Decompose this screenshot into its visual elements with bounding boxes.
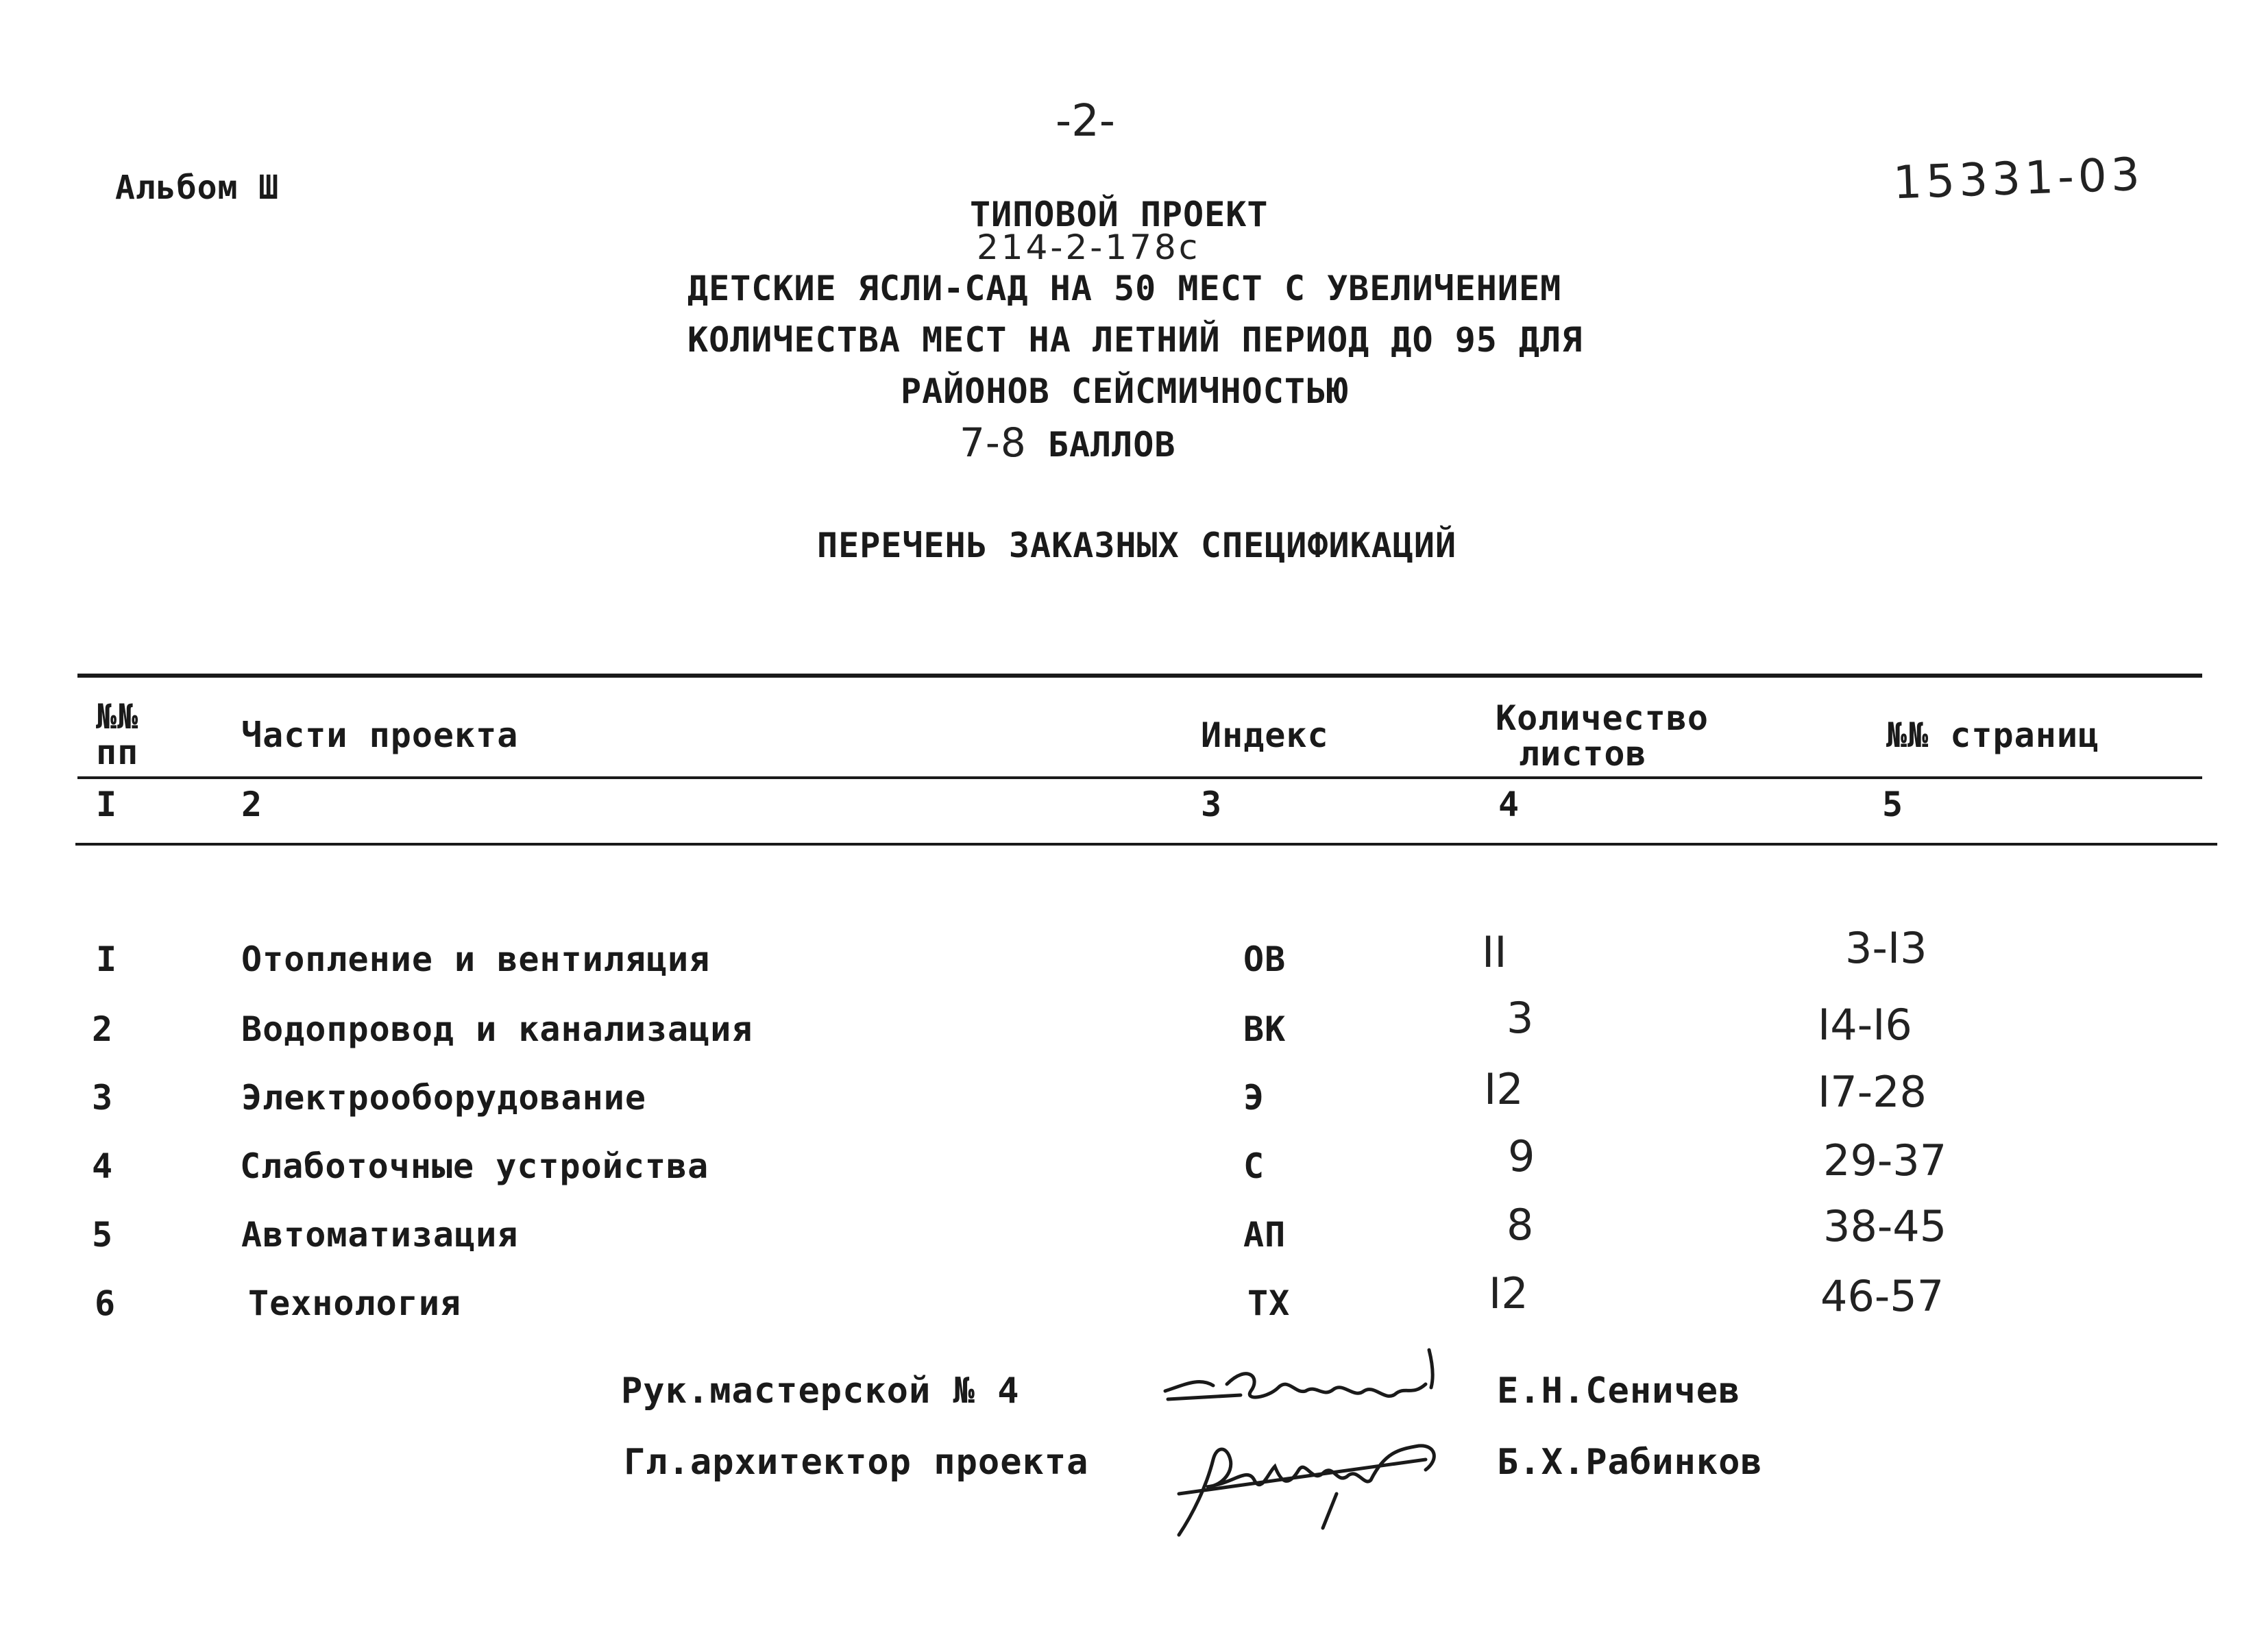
row-part: Отопление и вентиляция (241, 939, 711, 979)
row-index: С (1243, 1146, 1265, 1186)
handwritten-signature-2 (1165, 1418, 1453, 1542)
document-code: 15331-03 (1892, 147, 2145, 210)
title-project-number: 214-2-178с (977, 227, 1201, 267)
row-pages: 3-I3 (1845, 923, 1927, 973)
row-pages: 46-57 (1820, 1271, 1944, 1321)
signature-role: Рук.мастерской № 4 (621, 1370, 1020, 1412)
signature-role: Гл.архитектор проекта (624, 1442, 1089, 1483)
row-number: I (96, 939, 118, 979)
column-number: 5 (1882, 785, 1904, 824)
title-project: ТИПОВОЙ ПРОЕКТ (970, 195, 1269, 234)
signature-name: Е.Н.Сеничев (1497, 1370, 1741, 1412)
row-index: ТХ (1247, 1283, 1291, 1323)
title-line-2: КОЛИЧЕСТВА МЕСТ НА ЛЕТНИЙ ПЕРИОД ДО 95 ДЛЯ (687, 320, 1583, 360)
row-sheets: 9 (1508, 1131, 1535, 1181)
seismicity-range: 7-8 (960, 419, 1027, 466)
row-index: АП (1243, 1215, 1287, 1255)
row-sheets: II (1482, 927, 1507, 977)
title-line-1: ДЕТСКИЕ ЯСЛИ-САД НА 50 МЕСТ С УВЕЛИЧЕНИЕМ (687, 269, 1562, 308)
row-number: 2 (92, 1009, 114, 1049)
row-pages: 38-45 (1823, 1201, 1947, 1251)
row-part: Автоматизация (241, 1215, 519, 1255)
table-header-rule (77, 776, 2202, 779)
row-number: 4 (92, 1146, 114, 1186)
title-line-4 (960, 419, 1175, 466)
row-number: 3 (92, 1078, 114, 1118)
header-sheets: Количество листов (1496, 698, 1709, 774)
page-number: -2- (1056, 96, 1115, 147)
column-number: 3 (1201, 785, 1223, 824)
row-number: 6 (95, 1283, 117, 1323)
column-number: 2 (241, 785, 263, 824)
row-pages: I7-28 (1818, 1067, 1927, 1117)
column-number: I (96, 785, 118, 824)
row-sheets: I2 (1489, 1268, 1528, 1318)
row-sheets: 8 (1507, 1200, 1534, 1250)
header-index: Индекс (1201, 715, 1329, 755)
column-number: 4 (1498, 785, 1520, 824)
header-pages: №№ страниц (1886, 715, 2100, 755)
row-index: Э (1243, 1078, 1265, 1118)
row-part: Электрооборудование (241, 1078, 646, 1118)
album-label: Альбом Ш (115, 169, 280, 207)
row-index: ОВ (1243, 939, 1287, 979)
handwritten-signature-1 (1158, 1336, 1446, 1418)
row-part: Водопровод и канализация (241, 1009, 753, 1049)
title-line-3: РАЙОНОВ СЕЙСМИЧНОСТЬЮ (901, 371, 1349, 411)
row-pages: I4-I6 (1818, 1000, 1912, 1050)
row-sheets: I2 (1484, 1064, 1524, 1114)
table-colnum-rule (75, 843, 2217, 846)
header-parts: Части проекта (241, 715, 519, 755)
row-part: Технология (248, 1283, 462, 1323)
table-top-rule (77, 674, 2202, 678)
seismicity-unit: БАЛЛОВ (1047, 425, 1176, 465)
row-part: Слаботочные устройства (240, 1146, 709, 1186)
row-sheets: 3 (1507, 993, 1534, 1043)
list-heading: ПЕРЕЧЕНЬ ЗАКАЗНЫХ СПЕЦИФИКАЦИЙ (817, 526, 1457, 565)
row-pages: 29-37 (1823, 1135, 1947, 1185)
header-number: №№ пп (96, 697, 139, 772)
signature-name: Б.Х.Рабинков (1497, 1442, 1763, 1483)
row-number: 5 (92, 1215, 114, 1255)
row-index: ВК (1243, 1009, 1287, 1049)
